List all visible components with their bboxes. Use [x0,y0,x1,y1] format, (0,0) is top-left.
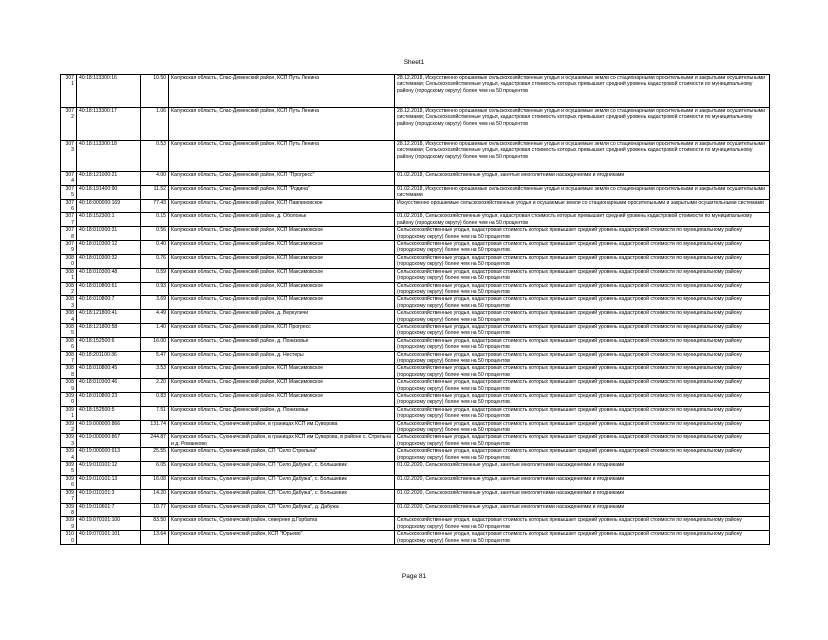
area-cell: 6.05 [141,462,169,476]
row-number-cell: 3077 [61,213,77,227]
address-cell: Калужская область, Сухиничский район, КСП "Юрьево" [169,531,395,545]
cadastral-number-cell: 40:18:000000:169 [77,199,141,213]
area-cell: 10.77 [141,503,169,517]
table-row [61,393,770,407]
area-cell: 7.51 [141,406,169,420]
row-number-cell: 3082 [61,282,77,296]
area-cell: 2.20 [141,379,169,393]
land-category-cell: Сельскохозяйственные угодья, кадастровая стоимость которых превышает средний уровень кадастровой стоимости по муниципальному району (городскому округу) более чем на 50 процентов [395,406,770,420]
table-row [61,254,770,268]
address-cell: Калужская область, Спас-Деменский район, КСП Максимовское [169,282,395,296]
land-category-cell: 01.02.2020, Сельскохозяйственные угодья, занятые многолетними насаждениями и ягодниками [395,503,770,517]
row-number-cell: 3079 [61,241,77,255]
row-number-cell: 3071 [61,75,77,108]
address-cell: Калужская область, Спас-Деменский район, КСП Путь Ленина [169,108,395,141]
address-cell: Калужская область, Спас-Деменский район, КСП Максимовское [169,268,395,282]
area-cell: 3.69 [141,296,169,310]
area-cell: 14.20 [141,489,169,503]
table-row [61,75,770,108]
area-cell: 1.06 [141,108,169,141]
row-number-cell: 3074 [61,172,77,186]
table-row [61,406,770,420]
area-cell: 4.49 [141,310,169,324]
area-cell: 0.59 [141,268,169,282]
land-category-cell: Сельскохозяйственные угодья, кадастровая стоимость которых превышает средний уровень кадастровой стоимости по муниципальному району (городскому округу) более чем на 50 процентов [395,420,770,434]
address-cell: Калужская область, Спас-Деменский район, КСП Максимовское [169,393,395,407]
row-number-cell: 3081 [61,268,77,282]
table-row [61,448,770,462]
cadastral-number-cell: 40:19:010101:3 [77,489,141,503]
address-cell: Калужская область, Сухиничский район, СП "Село Дабужа", с. Большевик [169,489,395,503]
row-number-cell: 3098 [61,503,77,517]
cadastral-number-cell: 40:18:121000:21 [77,172,141,186]
land-category-cell: Сельскохозяйственные угодья, кадастровая стоимость которых превышает средний уровень кадастровой стоимости по муниципальному району (городскому округу) более чем на 50 процентов [395,517,770,531]
table-row [61,241,770,255]
address-cell: Калужская область, Спас-Деменский район, КСП Павлиновское [169,199,395,213]
table-row [61,282,770,296]
address-cell: Калужская область, Спас-Деменский район, КСП Максимовское [169,241,395,255]
row-number-cell: 3089 [61,379,77,393]
land-category-cell: Сельскохозяйственные угодья, кадастровая стоимость которых превышает средний уровень кадастровой стоимости по муниципальному району (городскому округу) более чем на 50 процентов [395,296,770,310]
cadastral-number-cell: 40:19:000000:913 [77,448,141,462]
land-category-cell: Сельскохозяйственные угодья, кадастровая стоимость которых превышает средний уровень кадастровой стоимости по муниципальному району (городскому округу) более чем на 50 процентов [395,254,770,268]
cadastral-number-cell: 40:18:010300:31 [77,227,141,241]
area-cell: 16.00 [141,337,169,351]
table-row [61,185,770,199]
cadastral-number-cell: 40:18:010300:12 [77,241,141,255]
land-category-cell: 28.12.2018, Искусственно орошаемые сельскохозяйственные угодья и осушаемые земли со стационарными оросительными и закрытыми осушительными системами; Сельскохозяйственные угодья, кадастровая стоимость которых превышает средний уровень кадастровой стоимости по муниципальному району (городскому округу) более чем на 50 процентов [395,141,770,172]
area-cell: 0.83 [141,393,169,407]
land-category-cell: 01.02.2020, Сельскохозяйственные угодья, занятые многолетними насаждениями и ягодниками [395,462,770,476]
land-parcels-table [60,74,770,545]
land-category-cell: Сельскохозяйственные угодья, кадастровая стоимость которых превышает средний уровень кадастровой стоимости по муниципальному району (городскому округу) более чем на 50 процентов [395,393,770,407]
row-number-cell: 3093 [61,434,77,448]
land-category-cell: Сельскохозяйственные угодья, кадастровая стоимость которых превышает средний уровень кадастровой стоимости по муниципальному району (городскому округу) более чем на 50 процентов [395,241,770,255]
land-category-cell: Сельскохозяйственные угодья, кадастровая стоимость которых превышает средний уровень кадастровой стоимости по муниципальному району (городскому округу) более чем на 50 процентов [395,379,770,393]
table-row [61,351,770,365]
area-cell: 83.50 [141,517,169,531]
address-cell: Калужская область, Сухиничский район, в границах КСП им Суворова, в районе с. Стрельна и д. Романково [169,434,395,448]
cadastral-number-cell: 40:19:010101:12 [77,462,141,476]
address-cell: Калужская область, Спас-Деменский район, д. Понизовье [169,406,395,420]
table-row [61,503,770,517]
land-category-cell: Сельскохозяйственные угодья, кадастровая стоимость которых превышает средний уровень кадастровой стоимости по муниципальному району (городскому округу) более чем на 50 процентов [395,227,770,241]
table-row [61,268,770,282]
table-row [61,296,770,310]
area-cell: 3.53 [141,365,169,379]
land-category-cell: 28.12.2018, Искусственно орошаемые сельскохозяйственные угодья и осушаемые земли со стационарными оросительными и закрытыми осушительными системами; Сельскохозяйственные угодья, кадастровая стоимость которых превышает средний уровень кадастровой стоимости по муниципальному району (городскому округу) более чем на 50 процентов [395,75,770,108]
land-category-cell: Сельскохозяйственные угодья, кадастровая стоимость которых превышает средний уровень кадастровой стоимости по муниципальному району (городскому округу) более чем на 50 процентов [395,282,770,296]
cadastral-number-cell: 40:19:000000:867 [77,434,141,448]
row-number-cell: 3090 [61,393,77,407]
area-cell: 1.40 [141,323,169,337]
address-cell: Калужская область, Спас-Деменский район, д. Веркуличи [169,310,395,324]
address-cell: Калужская область, Сухиничский район, СП "Село Дабужа", с. Большевик [169,475,395,489]
land-category-cell: Сельскохозяйственные угодья, кадастровая стоимость которых превышает средний уровень кадастровой стоимости по муниципальному району (городскому округу) более чем на 50 процентов [395,365,770,379]
land-category-cell: Искусственно орошаемые сельскохозяйственные угодья и осушаемые земли со стационарными оросительными и закрытыми осушительными системами [395,199,770,213]
area-cell: 0.93 [141,282,169,296]
cadastral-number-cell: 40:18:010300:32 [77,254,141,268]
address-cell: Калужская область, Спас-Деменский район, КСП Путь Ленина [169,75,395,108]
address-cell: Калужская область, Спас-Деменский район, д. Нестеры [169,351,395,365]
address-cell: Калужская область, Сухиничский район, СП "Село Дабужа", с. Большевик [169,462,395,476]
table-body [61,75,770,545]
area-cell: 0.76 [141,254,169,268]
address-cell: Калужская область, Спас-Деменский район, КСП Максимовское [169,227,395,241]
table-row [61,434,770,448]
row-number-cell: 3086 [61,337,77,351]
cadastral-number-cell: 40:18:121800:58 [77,323,141,337]
land-category-cell: 01.02.2018, Сельскохозяйственные угодья, кадастровая стоимость которых превышает средний уровень кадастровой стоимости по муниципальному району (городскому округу) более чем на 50 процентов [395,213,770,227]
address-cell: Калужская область, Спас-Деменский район, КСП Максимовское [169,296,395,310]
row-number-cell: 3078 [61,227,77,241]
cadastral-number-cell: 40:18:010300:48 [77,268,141,282]
land-category-cell: 01.02.2018, Сельскохозяйственные угодья, занятые многолетними насаждениями и ягодниками [395,172,770,186]
row-number-cell: 3097 [61,489,77,503]
cadastral-number-cell: 40:18:010800:23 [77,393,141,407]
land-category-cell: 28.12.2018, Искусственно орошаемые сельскохозяйственные угодья и осушаемые земли со стационарными оросительными и закрытыми осушительными системами; Сельскохозяйственные угодья, кадастровая стоимость которых превышает средний уровень кадастровой стоимости по муниципальному району (городскому округу) более чем на 50 процентов [395,108,770,141]
area-cell: 77.43 [141,199,169,213]
row-number-cell: 3085 [61,323,77,337]
cadastral-number-cell: 40:18:010300:46 [77,379,141,393]
cadastral-number-cell: 40:19:010101:13 [77,475,141,489]
cadastral-number-cell: 40:18:010800:61 [77,282,141,296]
cadastral-number-cell: 40:19:010601:7 [77,503,141,517]
table-row [61,172,770,186]
land-category-cell: Сельскохозяйственные угодья, кадастровая стоимость которых превышает средний уровень кадастровой стоимости по муниципальному району (городскому округу) более чем на 50 процентов [395,268,770,282]
address-cell: Калужская область, Спас-Деменский район, КСП Прогресс [169,323,395,337]
area-cell: 13.64 [141,531,169,545]
table-row [61,420,770,434]
row-number-cell: 3076 [61,199,77,213]
address-cell: Калужская область, Спас-Деменский район, КСП Максимовское [169,365,395,379]
address-cell: Калужская область, Сухиничский район, СП "Село Дабужа", д. Дабужа [169,503,395,517]
row-number-cell: 3080 [61,254,77,268]
land-category-cell: Сельскохозяйственные угодья, кадастровая стоимость которых превышает средний уровень кадастровой стоимости по муниципальному району (городскому округу) более чем на 50 процентов [395,448,770,462]
table-row [61,213,770,227]
address-cell: Калужская область, Сухиничский район, севернее д.Горбатка [169,517,395,531]
area-cell: 0.15 [141,213,169,227]
table-row [61,141,770,172]
cadastral-number-cell: 40:18:113300:18 [77,141,141,172]
row-number-cell: 3099 [61,517,77,531]
table-row [61,323,770,337]
row-number-cell: 3088 [61,365,77,379]
table-row [61,475,770,489]
table-row [61,462,770,476]
table-row [61,337,770,351]
area-cell: 11.52 [141,185,169,199]
row-number-cell: 3100 [61,531,77,545]
cadastral-number-cell: 40:18:113300:16 [77,75,141,108]
cadastral-number-cell: 40:18:010800:45 [77,365,141,379]
cadastral-number-cell: 40:19:070101:101 [77,531,141,545]
address-cell: Калужская область, Спас-Деменский район, КСП Максимовское [169,379,395,393]
row-number-cell: 3092 [61,420,77,434]
land-category-cell: Сельскохозяйственные угодья, кадастровая стоимость которых превышает средний уровень кадастровой стоимости по муниципальному району (городскому округу) более чем на 50 процентов [395,351,770,365]
land-category-cell: 01.02.2020, Сельскохозяйственные угодья, занятые многолетними насаждениями и ягодниками [395,475,770,489]
address-cell: Калужская область, Спас-Деменский район, КСП Путь Ленина [169,141,395,172]
area-cell: 10.50 [141,75,169,108]
row-number-cell: 3083 [61,296,77,310]
row-number-cell: 3072 [61,108,77,141]
cadastral-number-cell: 40:18:152300:1 [77,213,141,227]
land-category-cell: 01.02.2020, Сельскохозяйственные угодья, занятые многолетними насаждениями и ягодниками [395,489,770,503]
cadastral-number-cell: 40:18:121800:41 [77,310,141,324]
row-number-cell: 3094 [61,448,77,462]
cadastral-number-cell: 40:19:000000:866 [77,420,141,434]
table-row [61,517,770,531]
cadastral-number-cell: 40:18:191400:90 [77,185,141,199]
cadastral-number-cell: 40:18:152500:6 [77,337,141,351]
land-category-cell: Сельскохозяйственные угодья, кадастровая стоимость которых превышает средний уровень кадастровой стоимости по муниципальному району (городскому округу) более чем на 50 процентов [395,531,770,545]
area-cell: 0.56 [141,227,169,241]
cadastral-number-cell: 40:18:201100:36 [77,351,141,365]
area-cell: 131.74 [141,420,169,434]
row-number-cell: 3095 [61,462,77,476]
land-category-cell: Сельскохозяйственные угодья, кадастровая стоимость которых превышает средний уровень кадастровой стоимости по муниципальному району (городскому округу) более чем на 50 процентов [395,323,770,337]
land-category-cell: Сельскохозяйственные угодья, кадастровая стоимость которых превышает средний уровень кадастровой стоимости по муниципальному району (городскому округу) более чем на 50 процентов [395,337,770,351]
table-row [61,310,770,324]
table-row [61,489,770,503]
land-category-cell: Сельскохозяйственные угодья, кадастровая стоимость которых превышает средний уровень кадастровой стоимости по муниципальному району (городскому округу) более чем на 50 процентов [395,310,770,324]
area-cell: 5.47 [141,351,169,365]
table-row [61,227,770,241]
area-cell: 25.55 [141,448,169,462]
row-number-cell: 3087 [61,351,77,365]
address-cell: Калужская область, Спас-Деменский район, КСП "Родина" [169,185,395,199]
land-category-cell: Сельскохозяйственные угодья, кадастровая стоимость которых превышает средний уровень кадастровой стоимости по муниципальному району (городскому округу) более чем на 50 процентов [395,434,770,448]
address-cell: Калужская область, Спас-Деменский район, д. Оболоньк [169,213,395,227]
cadastral-number-cell: 40:19:070101:100 [77,517,141,531]
land-category-cell: 01.02.2018, Искусственно орошаемые сельскохозяйственные угодья и осушаемые земли со стационарными оросительными и закрытыми осушительными системами [395,185,770,199]
table-row [61,199,770,213]
row-number-cell: 3091 [61,406,77,420]
cadastral-number-cell: 40:18:113300:17 [77,108,141,141]
table-row [61,108,770,141]
table-row [61,365,770,379]
address-cell: Калужская область, Спас-Деменский район, д. Понизовье [169,337,395,351]
table-row [61,379,770,393]
cadastral-number-cell: 40:18:010800:7 [77,296,141,310]
row-number-cell: 3073 [61,141,77,172]
cadastral-number-cell: 40:18:152500:5 [77,406,141,420]
sheet-title: Sheet1 [403,59,425,66]
row-number-cell: 3096 [61,475,77,489]
address-cell: Калужская область, Спас-Деменский район, КСП "Прогресс" [169,172,395,186]
area-cell: 4.00 [141,172,169,186]
page-number: Page 81 [401,573,427,580]
area-cell: 0.40 [141,241,169,255]
area-cell: 16.08 [141,475,169,489]
area-cell: 244.87 [141,434,169,448]
address-cell: Калужская область, Спас-Деменский район, КСП Максимовское [169,254,395,268]
address-cell: Калужская область, Сухиничский район, СП "Село Стрельна" [169,448,395,462]
address-cell: Калужская область, Сухиничский район, в границах КСП им.Суворова [169,420,395,434]
area-cell: 0.53 [141,141,169,172]
row-number-cell: 3075 [61,185,77,199]
row-number-cell: 3084 [61,310,77,324]
table-row [61,531,770,545]
